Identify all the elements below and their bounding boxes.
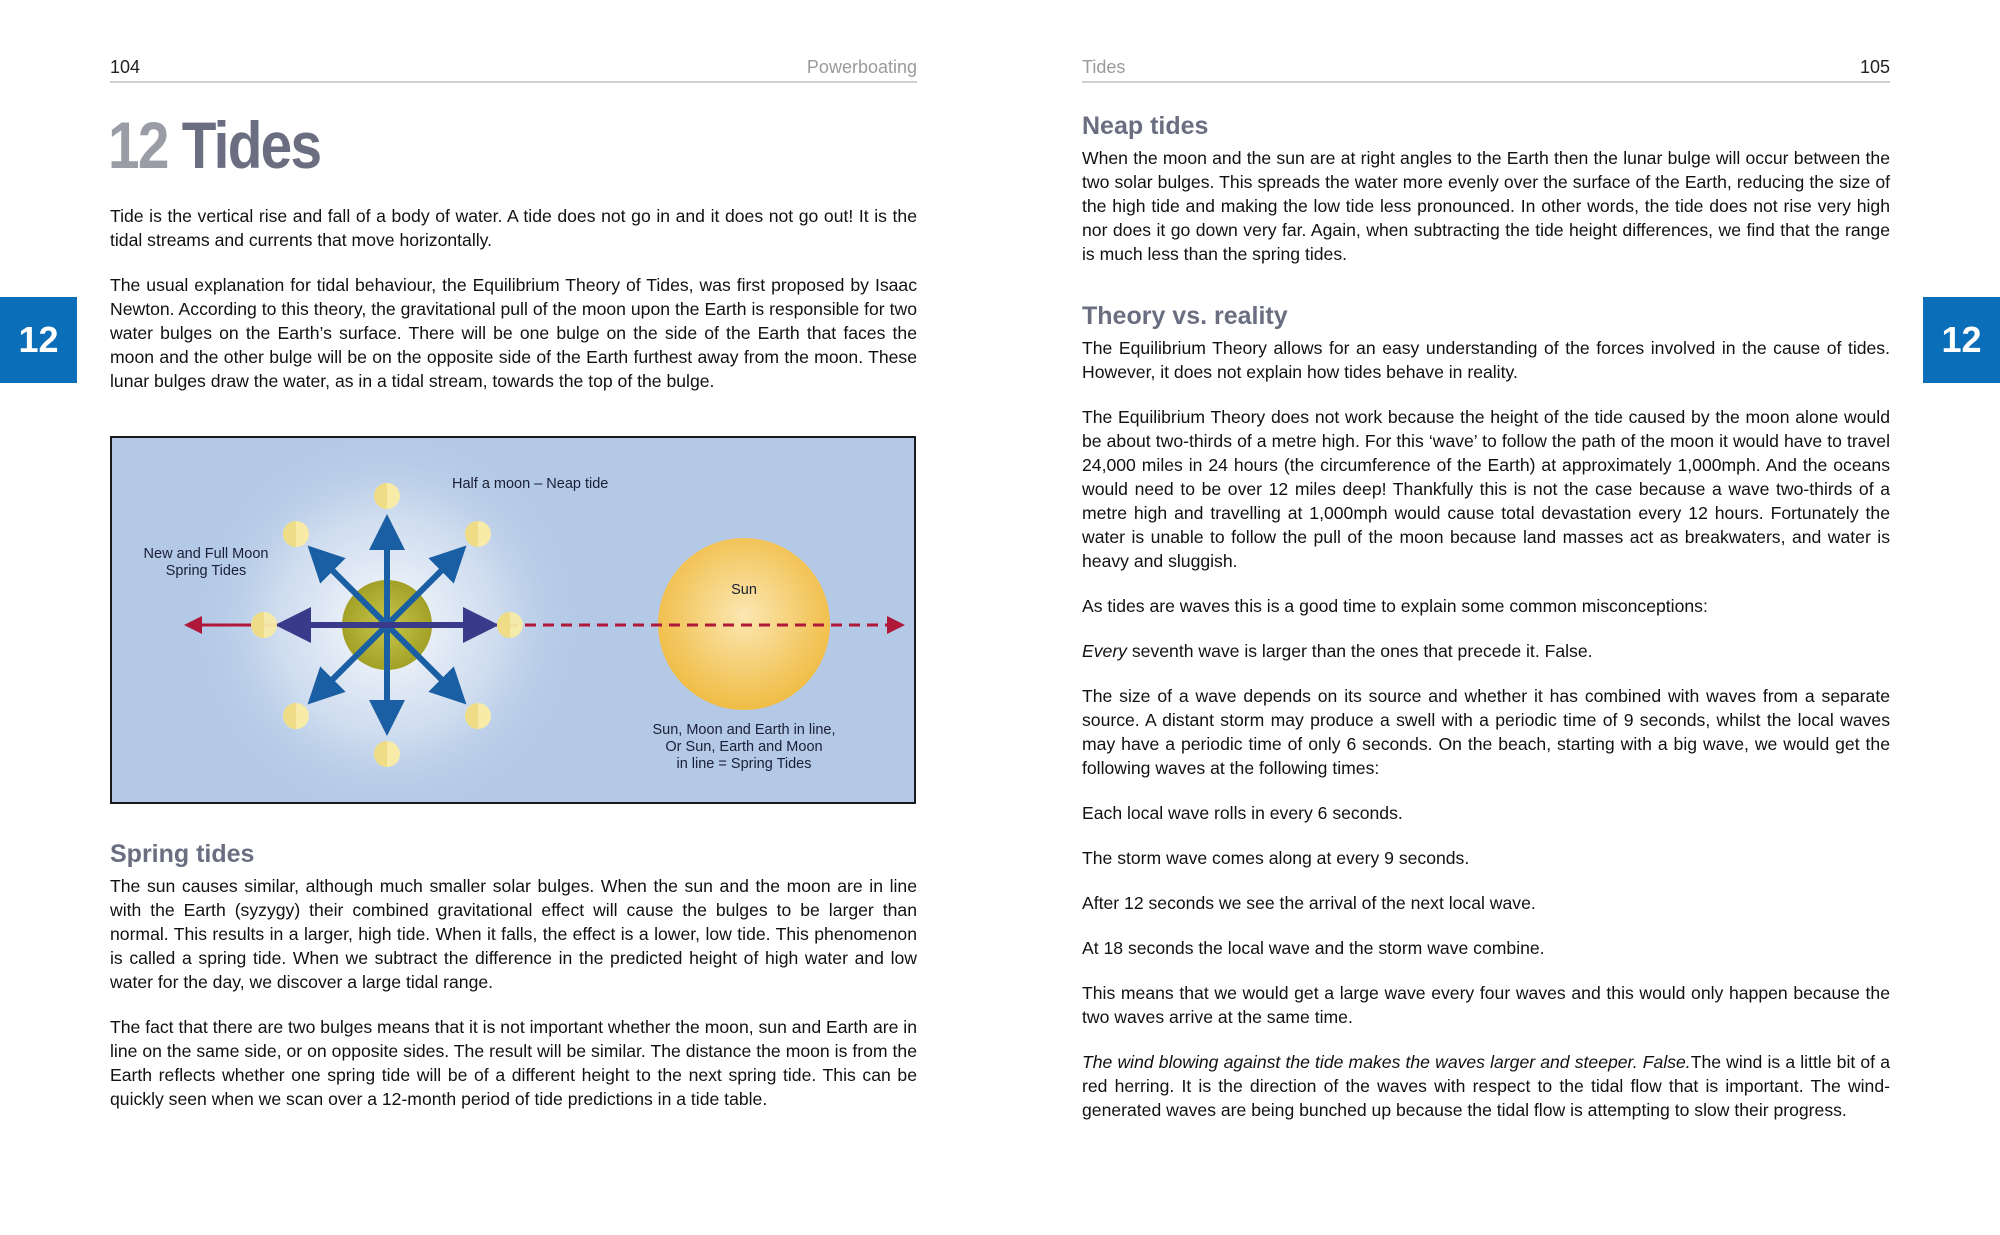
- caption-line: in line = Spring Tides: [676, 756, 812, 772]
- paragraph: Tide is the vertical rise and fall of a body of water. A tide does not go in and it does not go out! It is the tidal streams and currents that move horizontally.: [110, 206, 917, 250]
- paragraph: The Equilibrium Theory allows for an easy understanding of the forces involved in the cause of tides. However, it does not explain how tides behave in reality.: [1082, 338, 1890, 382]
- emphasis: Every: [1082, 641, 1127, 661]
- paragraph: The size of a wave depends on its source and whether it has combined with waves from a separate source. A distant storm may produce a swell with a periodic time of 9 seconds, whilst the local waves may have a periodic time of only 6 seconds. On the beach, starting with a big wave, we would get the following waves at the following times:: [1082, 686, 1890, 778]
- section-heading: Neap tides: [1082, 112, 1209, 140]
- text: The wind is a little bit of a red herring. It is the direction of the waves with respect to the tidal flow that is important. The wind-generated waves are being bunched up because the tidal flow is attempting to slow their progress.: [1082, 1052, 1890, 1120]
- paragraph: As tides are waves this is a good time to explain some common misconceptions:: [1082, 596, 1708, 616]
- paragraph: The storm wave comes along at every 9 seconds.: [1082, 848, 1470, 868]
- book-title: Powerboating: [806, 57, 917, 77]
- running-head: [1082, 55, 1890, 83]
- sun-label: Sun: [731, 582, 757, 598]
- myth-paragraph: [1082, 639, 1890, 663]
- paragraph: The usual explanation for tidal behaviour, the Equilibrium Theory of Tides, was first proposed by Isaac Newton. According to this theory, the gravitational pull of the moon upon the Earth is responsible for two water bulges on the Earth’s surface. There will be one bulge on the side of the Earth that faces the moon and the other bulge will be on the opposite side of the Earth furthest away from the moon. These lunar bulges draw the water, as in a tidal stream, towards the top of the bulge.: [110, 275, 917, 391]
- neap-tide-label: Half a moon – Neap tide: [452, 476, 609, 492]
- theory-vs-reality-section: [1082, 302, 1890, 1122]
- myth-paragraph: [1082, 1050, 1890, 1122]
- paragraph: The fact that there are two bulges means that it is not important whether the moon, sun and Earth are in line on the same side, or on opposite sides. The result will be similar. The distance the moon is from the Earth reflects whether one spring tide will be of a different height to the next spring tide. This can be quickly seen when we scan over a 12-month period of tide predictions in a tide table.: [110, 1017, 917, 1109]
- alignment-caption: [634, 722, 854, 773]
- paragraph: At 18 seconds the local wave and the storm wave combine.: [1082, 938, 1545, 958]
- chapter-name: Tides: [181, 108, 321, 182]
- label-line: New and Full Moon: [143, 546, 269, 562]
- tides-diagram: [110, 436, 916, 804]
- label-line: Spring Tides: [165, 563, 247, 579]
- paragraph: This means that we would get a large wave every four waves and this would only happen because the two waves arrive at the same time.: [1082, 983, 1890, 1027]
- paragraph: The Equilibrium Theory does not work because the height of the tide caused by the moon alone would be about two-thirds of a metre high. For this ‘wave’ to follow the path of the moon it would have to travel 24,000 miles in 24 hours (the circumference of the Earth) at approximately 1,000mph. And the oceans would need to be over 12 miles deep! Thankfully this is not the case because a wave two-thirds of a metre high and travelling at 1,000mph would cause total devastation every 12 hours. Fortunately the water is unable to follow the pull of the moon because land masses act as breakwaters, and water is heavy and sluggish.: [1082, 407, 1890, 571]
- emphasis: The wind blowing against the tide makes the waves larger and steeper. False.: [1082, 1052, 1691, 1072]
- paragraph: Each local wave rolls in every 6 seconds.: [1082, 803, 1403, 823]
- chapter-running-title: Tides: [1082, 57, 1126, 77]
- chapter-title: [108, 108, 321, 182]
- caption-line: Sun, Moon and Earth in line,: [652, 722, 836, 738]
- section-heading: Spring tides: [110, 840, 255, 868]
- text: seventh wave is larger than the ones that precede it. False.: [1126, 641, 1593, 661]
- page-number: 105: [1859, 57, 1890, 77]
- right-page: [1000, 0, 2000, 1235]
- spring-tides-label: [126, 546, 286, 580]
- chapter-tab: 12: [0, 297, 77, 383]
- spring-tides-section: [110, 840, 917, 1111]
- running-head: [110, 55, 917, 83]
- chapter-tab: 12: [1923, 297, 2000, 383]
- section-heading: Theory vs. reality: [1082, 302, 1288, 330]
- page-number: 104: [110, 57, 141, 77]
- intro-text: [110, 204, 917, 393]
- chapter-number: 12: [108, 108, 168, 182]
- paragraph: When the moon and the sun are at right angles to the Earth then the lunar bulge will occur between the two solar bulges. This spreads the water more evenly over the surface of the Earth, reducing the size of the high tide and making the low tide less pronounced. In other words, the tide does not rise very high nor does it go down very far. Again, when subtracting the tide height differences, we find that the range is much less than the spring tides.: [1082, 148, 1890, 264]
- neap-tides-section: [1082, 112, 1890, 266]
- paragraph: After 12 seconds we see the arrival of the next local wave.: [1082, 893, 1536, 913]
- caption-line: Or Sun, Earth and Moon: [665, 739, 823, 755]
- paragraph: The sun causes similar, although much smaller solar bulges. When the sun and the moon are in line with the Earth (syzygy) their combined gravitational effect will cause the bulges to be larger than normal. This results in a larger, high tide. When it falls, the effect is a lower, low tide. This phenomenon is called a spring tide. When we subtract the difference in the predicted height of high water and low water for the day, we discover a large tidal range.: [110, 876, 917, 992]
